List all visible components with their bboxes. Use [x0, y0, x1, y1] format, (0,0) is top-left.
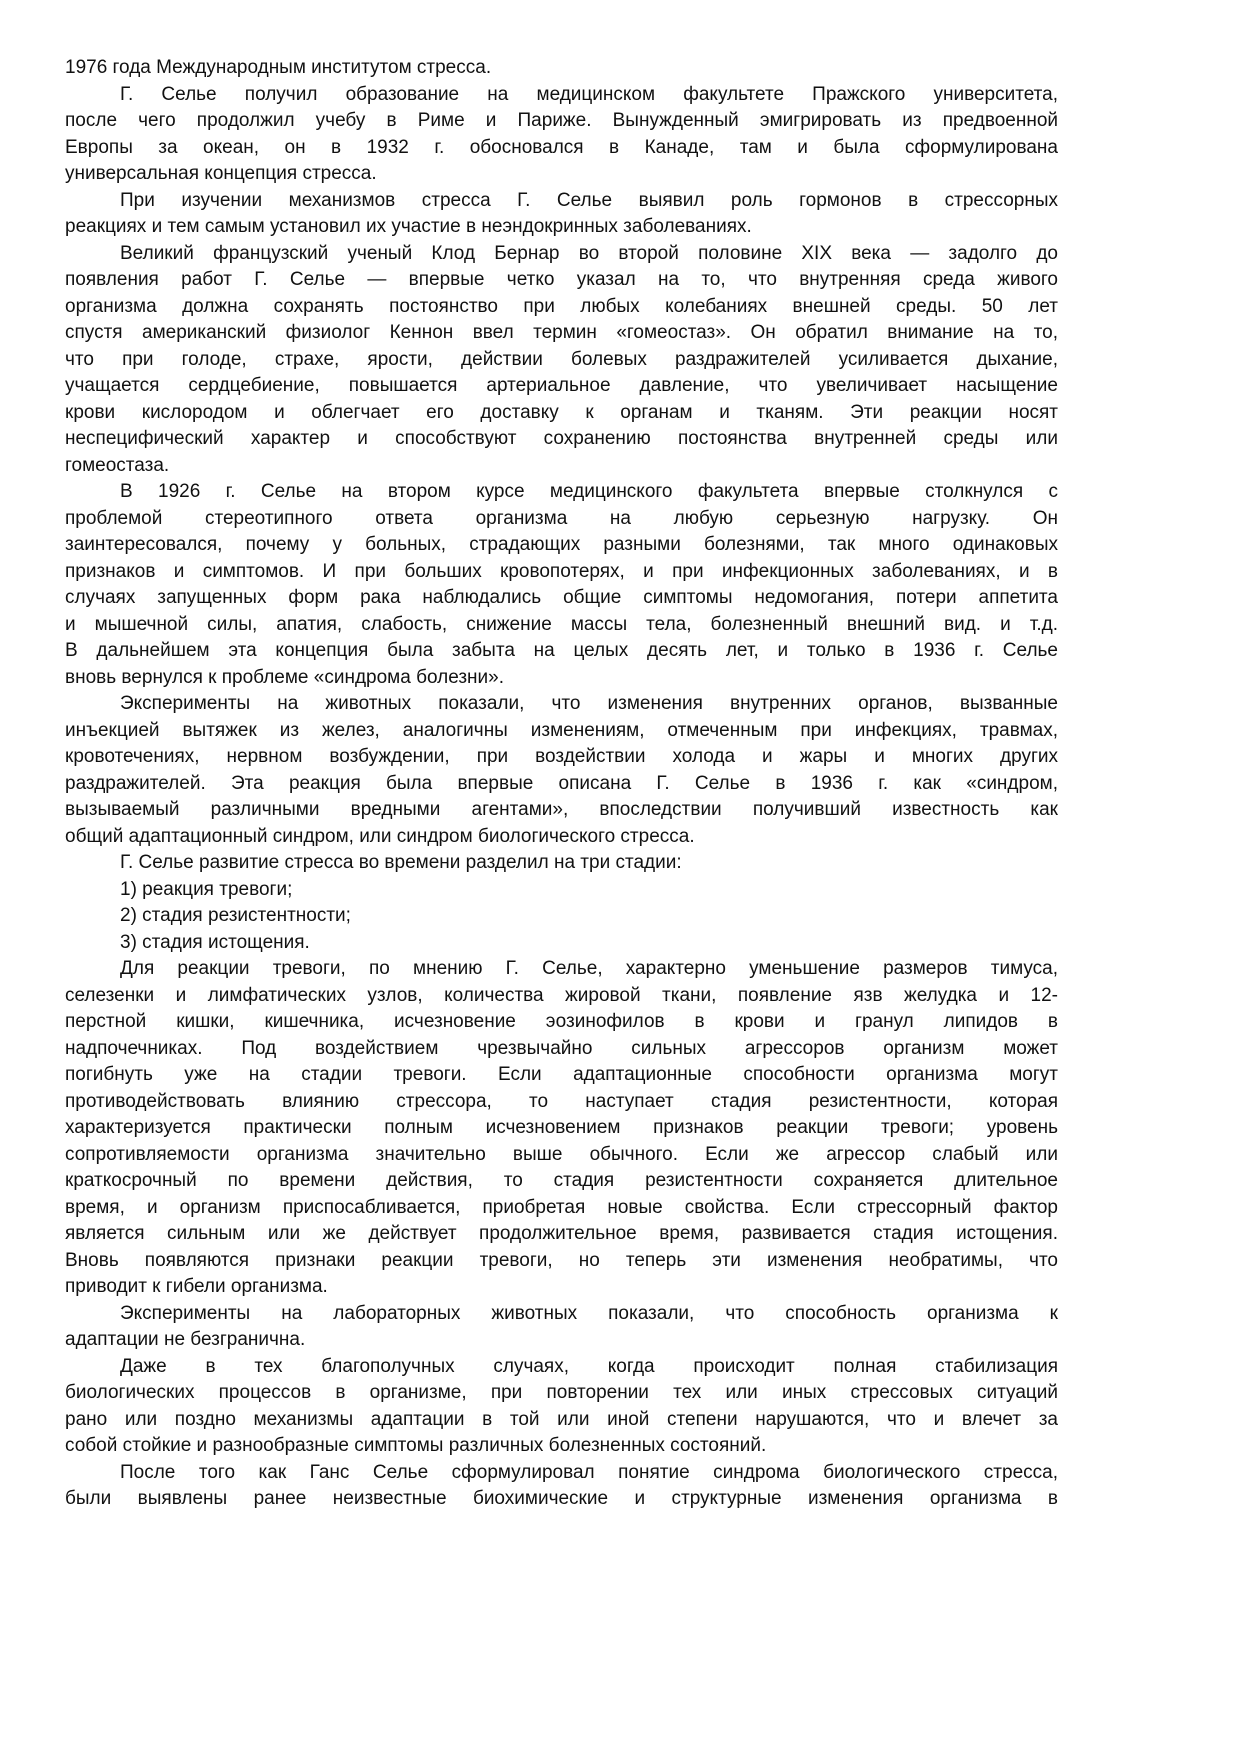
- text-line: собой стойкие и разнообразные симптомы различных болезненных состояний.: [65, 1435, 767, 1456]
- text-line: надпочечниках. Под воздействием чрезвычайно сильных агрессоров организм может: [65, 1037, 1058, 1059]
- text-line: общий адаптационный синдром, или синдром биологического стресса.: [65, 825, 695, 847]
- text-line: заинтересовался, почему у больных, страдающих разными болезнями, так много одинаковых: [65, 534, 1058, 555]
- paragraph: [65, 241, 1058, 480]
- text-line: учащается сердцебиение, повышается артериальное давление, что увеличивает насыщение: [65, 375, 1058, 396]
- text-line: неспецифический характер и способствуют сохранению постоянства внутренней среды или: [65, 428, 1058, 449]
- text-line: вновь вернулся к проблеме «синдрома болезни».: [65, 666, 505, 688]
- text-line: Г. Селье получил образование на медицинском факультете Пражского университета,: [120, 83, 1058, 105]
- paragraph: [65, 877, 1058, 904]
- paragraph: [65, 1354, 1058, 1460]
- paragraph: [65, 956, 1058, 1301]
- paragraph: [65, 55, 1058, 82]
- text-line: и мышечной силы, апатия, слабость, снижение массы тела, болезненный внешний вид. и т.д.: [65, 613, 1058, 635]
- paragraph: [65, 691, 1058, 850]
- text-line: рано или поздно механизмы адаптации в той или иной степени нарушаются, что и влечет за: [65, 1408, 1058, 1430]
- text-line: Даже в тех благополучных случаях, когда происходит полная стабилизация: [120, 1355, 1058, 1377]
- text-line: кровотечениях, нервном возбуждении, при воздействии холода и жары и многих других: [65, 746, 1058, 767]
- text-line: универсальная концепция стресса.: [65, 163, 377, 184]
- text-line: При изучении механизмов стресса Г. Селье выявил роль гормонов в стрессорных: [120, 189, 1058, 211]
- text-line: признаков и симптомов. И при больших кровопотерях, и при инфекционных заболеваниях, и в: [65, 560, 1058, 582]
- text-line: Г. Селье развитие стресса во времени разделил на три стадии:: [120, 852, 682, 873]
- text-line: 3) стадия истощения.: [120, 931, 310, 953]
- text-line: организма должна сохранять постоянство при любых колебаниях внешней среды. 50 лет: [65, 295, 1058, 317]
- text-line: время, и организм приспосабливается, приобретая новые свойства. Если стрессорный фактор: [65, 1196, 1058, 1218]
- text-line: В дальнейшем эта концепция была забыта на целых десять лет, и только в 1936 г. Селье: [65, 640, 1058, 661]
- text-line: биологических процессов в организме, при повторении тех или иных стрессовых ситуаций: [65, 1382, 1058, 1403]
- paragraph: [65, 903, 1058, 930]
- text-line: что при голоде, страхе, ярости, действии болевых раздражителей усиливается дыхание,: [65, 348, 1058, 370]
- paragraph: [65, 188, 1058, 241]
- paragraph: [65, 82, 1058, 188]
- text-line: В 1926 г. Селье на втором курсе медицинского факультета впервые столкнулся с: [120, 481, 1058, 502]
- text-line: появления работ Г. Селье — впервые четко указал на то, что внутренняя среда живого: [65, 269, 1058, 290]
- text-line: сопротивляемости организма значительно выше обычного. Если же агрессор слабый или: [65, 1143, 1058, 1165]
- text-line: селезенки и лимфатических узлов, количества жировой ткани, появление язв желудка и 12-: [65, 984, 1058, 1006]
- text-line: 1976 года Международным институтом стресса.: [65, 57, 492, 78]
- text-line: характеризуется практически полным исчезновением признаков реакции тревоги; уровень: [65, 1117, 1058, 1138]
- text-line: перстной кишки, кишечника, исчезновение эозинофилов в крови и гранул липидов в: [65, 1011, 1058, 1032]
- document-page: [65, 55, 1058, 1513]
- text-line: случаях запущенных форм рака наблюдались общие симптомы недомогания, потери аппетита: [65, 587, 1058, 608]
- text-line: спустя американский физиолог Кеннон ввел термин «гомеостаз». Он обратил внимание на то,: [65, 322, 1058, 343]
- text-line: 1) реакция тревоги;: [120, 878, 293, 900]
- text-line: Европы за океан, он в 1932 г. обосновался в Канаде, там и была сформулирована: [65, 136, 1058, 158]
- text-line: адаптации не безгранична.: [65, 1329, 306, 1350]
- text-line: вызываемый различными вредными агентами», впоследствии получивший известность как: [65, 799, 1058, 820]
- text-line: После того как Ганс Селье сформулировал понятие синдрома биологического стресса,: [120, 1461, 1058, 1483]
- text-line: приводит к гибели организма.: [65, 1276, 328, 1297]
- paragraph: [65, 479, 1058, 691]
- text-line: после чего продолжил учебу в Риме и Париже. Вынужденный эмигрировать из предвоенной: [65, 110, 1058, 131]
- text-line: 2) стадия резистентности;: [120, 905, 351, 926]
- paragraph: [65, 1301, 1058, 1354]
- text-line: Эксперименты на лабораторных животных показали, что способность организма к: [120, 1302, 1058, 1324]
- text-line: инъекцией вытяжек из желез, аналогичны изменениям, отмеченным при инфекциях, травмах,: [65, 719, 1058, 741]
- paragraph: [65, 930, 1058, 957]
- text-line: Великий французский ученый Клод Бернар во второй половине XIX века — задолго до: [120, 242, 1058, 264]
- text-line: погибнуть уже на стадии тревоги. Если адаптационные способности организма могут: [65, 1064, 1058, 1085]
- paragraph: [65, 850, 1058, 877]
- text-line: Для реакции тревоги, по мнению Г. Селье, характерно уменьшение размеров тимуса,: [120, 958, 1058, 979]
- text-line: Эксперименты на животных показали, что изменения внутренних органов, вызванные: [120, 693, 1058, 714]
- text-line: противодействовать влиянию стрессора, то наступает стадия резистентности, которая: [65, 1090, 1058, 1112]
- paragraph: [65, 1460, 1058, 1513]
- text-line: реакциях и тем самым установил их участие в неэндокринных заболеваниях.: [65, 216, 752, 237]
- text-line: были выявлены ранее неизвестные биохимические и структурные изменения организма в: [65, 1488, 1058, 1509]
- text-line: раздражителей. Эта реакция была впервые описана Г. Селье в 1936 г. как «синдром,: [65, 772, 1058, 794]
- text-line: краткосрочный по времени действия, то стадия резистентности сохраняется длительное: [65, 1170, 1058, 1191]
- text-line: проблемой стереотипного ответа организма на любую серьезную нагрузку. Он: [65, 507, 1058, 529]
- text-line: гомеостаза.: [65, 454, 170, 476]
- text-line: является сильным или же действует продолжительное время, развивается стадия истощения.: [65, 1223, 1058, 1244]
- text-line: крови кислородом и облегчает его доставку к органам и тканям. Эти реакции носят: [65, 401, 1058, 423]
- text-line: Вновь появляются признаки реакции тревоги, но теперь эти изменения необратимы, что: [65, 1249, 1058, 1271]
